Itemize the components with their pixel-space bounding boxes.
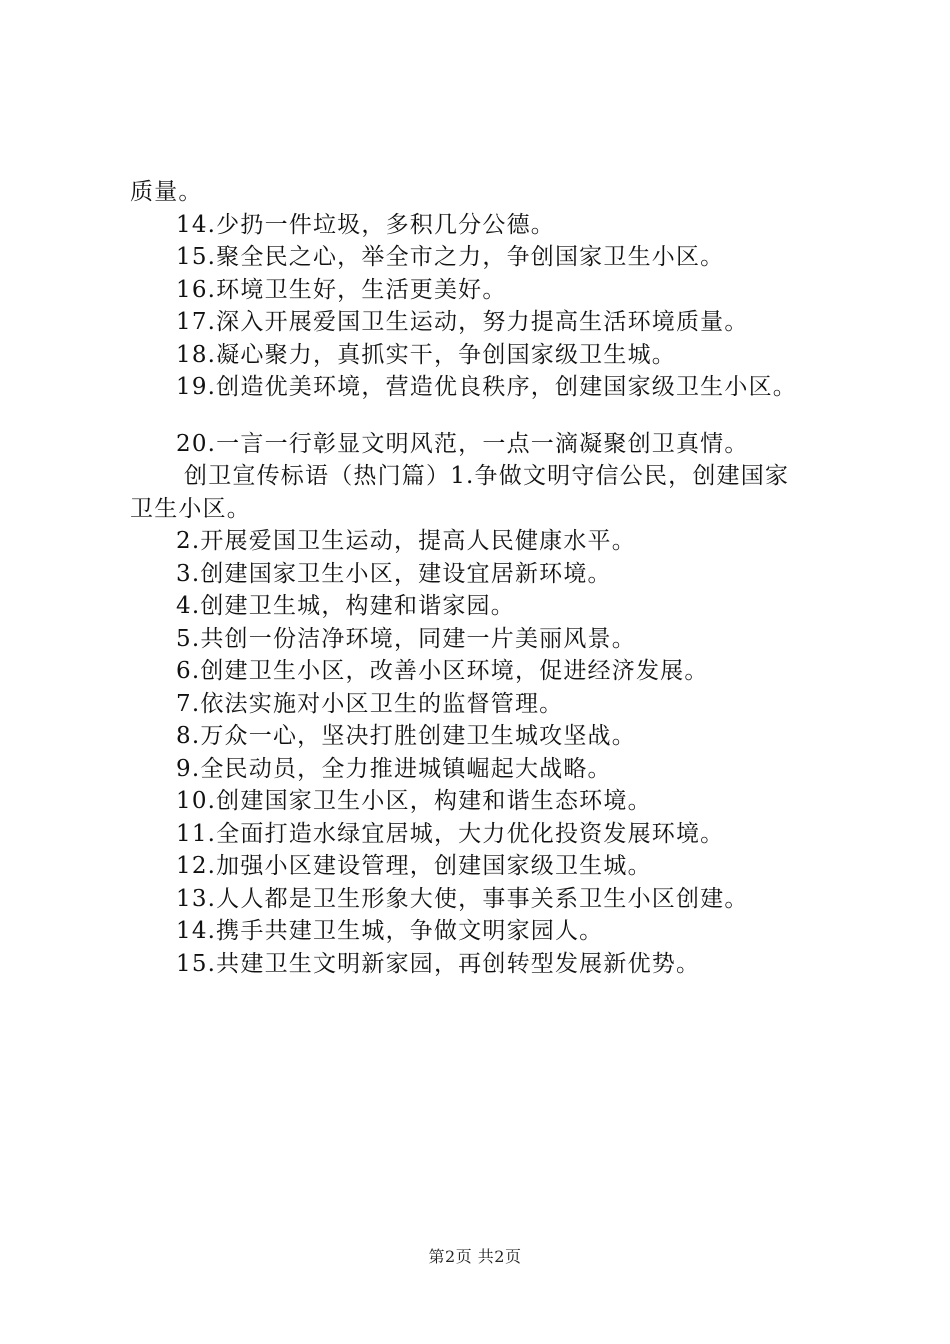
slogan-item: 2.开展爱国卫生运动，提高人民健康水平。 <box>176 528 636 554</box>
slogan-item: 15.共建卫生文明新家园，再创转型发展新优势。 <box>176 950 701 977</box>
slogan-item: 15.聚全民之心，举全市之力，争创国家卫生小区。 <box>176 244 725 270</box>
slogan-item: 14.少扔一件垃圾，多积几分公德。 <box>176 211 555 238</box>
slogan-item: 6.创建卫生小区，改善小区环境，促进经济发展。 <box>176 658 709 684</box>
page-footer: 第2页 共2页 <box>428 1247 522 1266</box>
slogan-item: 4.创建卫生城，构建和谐家园。 <box>176 593 515 619</box>
slogan-item: 18.凝心聚力，真抓实干，争创国家级卫生城。 <box>176 341 676 368</box>
slogan-item: 14.携手共建卫生城，争做文明家园人。 <box>176 918 604 944</box>
paragraph-gap <box>130 404 840 428</box>
slogan-item: 9.全民动员，全力推进城镇崛起大战略。 <box>176 755 612 782</box>
continuation-line: 质量。 <box>130 179 203 205</box>
slogan-item: 12.加强小区建设管理，创建国家级卫生城。 <box>176 853 652 879</box>
section-heading-continuation: 卫生小区。 <box>130 495 251 522</box>
slogan-item: 13.人人都是卫生形象大使，事事关系卫生小区创建。 <box>176 885 749 912</box>
slogan-item: 5.共创一份洁净环境，同建一片美丽风景。 <box>176 625 636 652</box>
document-body <box>130 176 840 980</box>
slogan-item: 3.创建国家卫生小区，建设宜居新环境。 <box>176 560 612 587</box>
section-heading: 创卫宣传标语（热门篇）1.争做文明守信公民，创建国家 <box>184 463 790 489</box>
slogan-item: 7.依法实施对小区卫生的监督管理。 <box>176 690 564 717</box>
slogan-item: 16.环境卫生好，生活更美好。 <box>176 276 507 303</box>
slogan-item: 17.深入开展爱国卫生运动，努力提高生活环境质量。 <box>176 309 749 335</box>
slogan-item: 10.创建国家卫生小区，构建和谐生态环境。 <box>176 788 652 814</box>
slogan-item: 8.万众一心，坚决打胜创建卫生城攻坚战。 <box>176 723 636 749</box>
slogan-item: 20.一言一行彰显文明风范，一点一滴凝聚创卫真情。 <box>176 430 749 457</box>
slogan-item: 11.全面打造水绿宜居城，大力优化投资发展环境。 <box>176 820 725 847</box>
slogan-item: 19.创造优美环境，营造优良秩序，创建国家级卫生小区。 <box>176 374 797 400</box>
